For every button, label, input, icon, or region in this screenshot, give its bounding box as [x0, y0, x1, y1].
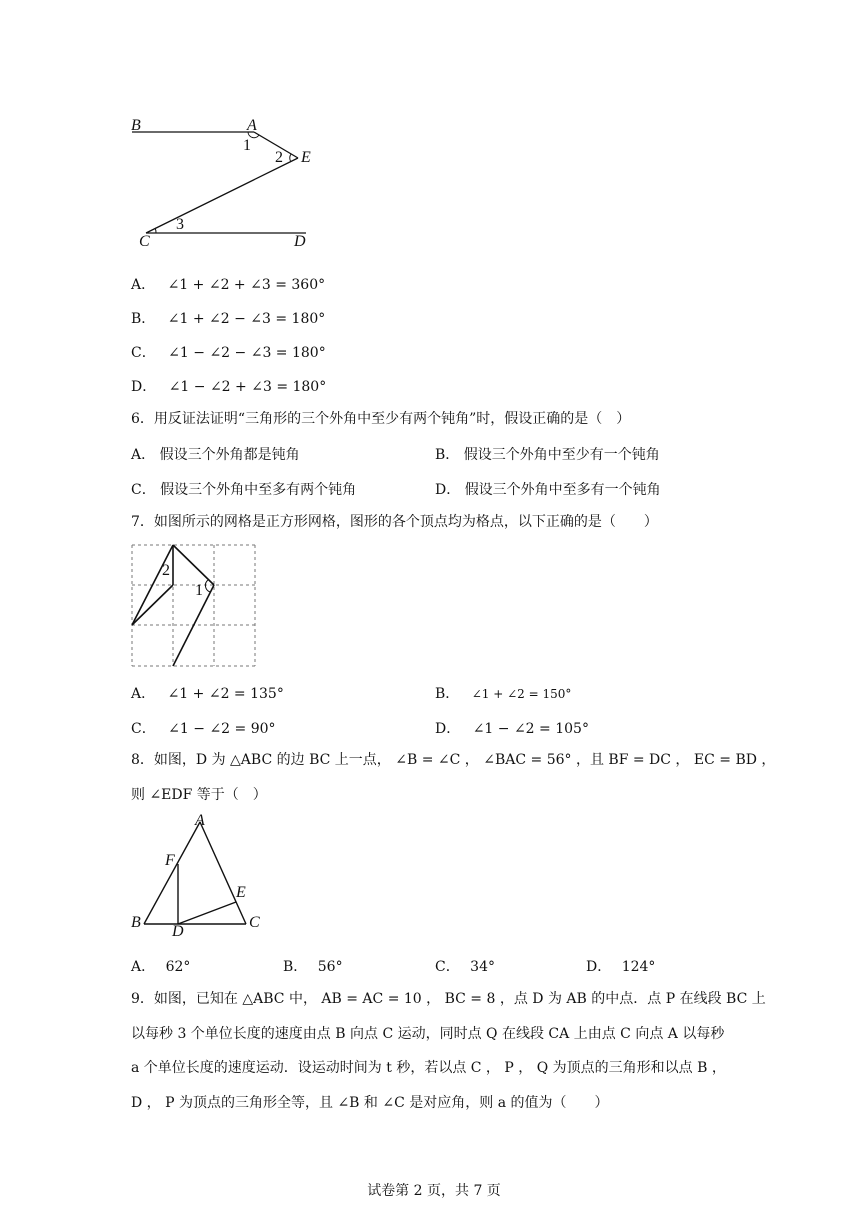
- q7-stem: 7．如图所示的网格是正方形网格，图形的各个顶点均为格点，以下正确的是（ ）: [131, 514, 658, 530]
- segment-DE: [178, 902, 236, 924]
- label-E: E: [301, 149, 311, 166]
- option-text: 62°: [165, 959, 191, 975]
- q9-line2: 以每秒 3 个单位长度的速度由点 B 向点 C 运动，同时点 Q 在线段 CA 上由点 C 向点 A 以每秒: [131, 1026, 725, 1042]
- option-letter: C．: [131, 721, 156, 737]
- q8-option-d: [586, 956, 655, 976]
- option-text: 假设三个外角中至少有一个钝角: [463, 447, 660, 463]
- option-letter: A．: [131, 447, 156, 463]
- label-angle1: 1: [243, 137, 251, 154]
- q7-option-a: [131, 683, 284, 703]
- label-A: A: [195, 812, 205, 829]
- option-text: ∠1 − ∠2 = 90°: [168, 721, 276, 737]
- q6-option-c: [131, 479, 356, 499]
- label-D: D: [294, 233, 306, 250]
- option-text: 假设三个外角中至多有两个钝角: [160, 482, 357, 498]
- label-B: B: [131, 914, 141, 931]
- option-letter: B．: [435, 686, 460, 702]
- option-text: 56°: [317, 959, 343, 975]
- option-text: 假设三个外角都是钝角: [159, 447, 300, 463]
- option-text: 34°: [470, 959, 495, 975]
- side-AC: [200, 822, 246, 924]
- q5-option-c: [131, 342, 326, 362]
- q7-option-c: [131, 718, 276, 738]
- q8-option-a: [131, 956, 190, 976]
- q6-option-b: [435, 444, 660, 464]
- q6-option-a: [131, 444, 300, 464]
- angle1-arc: [205, 580, 210, 592]
- q8-stem-line2: 则 ∠EDF 等于（ ）: [131, 787, 267, 803]
- option-letter: D．: [131, 379, 157, 395]
- q8-option-c: [435, 956, 495, 976]
- label-F: F: [165, 852, 175, 869]
- option-text: 124°: [621, 959, 656, 975]
- q8-stem-line1: 8．如图，D 为 △ABC 的边 BC 上一点， ∠B = ∠C ， ∠BAC = 56° ，且 BF = DC ， EC = BD ，: [131, 752, 776, 768]
- label-B: B: [131, 117, 141, 134]
- option-letter: A．: [131, 959, 156, 975]
- option-letter: D．: [435, 721, 461, 737]
- option-letter: D．: [586, 959, 612, 975]
- q6-option-d: [435, 479, 661, 499]
- option-letter: A．: [131, 277, 156, 293]
- label-E: E: [236, 884, 246, 901]
- option-text: ∠1 − ∠2 = 105°: [472, 721, 589, 737]
- option-text: ∠1 + ∠2 = 135°: [167, 686, 284, 702]
- q7-option-d: [435, 718, 589, 738]
- option-letter: A．: [131, 686, 156, 702]
- option-text: ∠1 − ∠2 + ∠3 = 180°: [168, 379, 327, 395]
- option-letter: C．: [435, 959, 460, 975]
- label-angle1: 1: [195, 582, 203, 599]
- q8-triangle-figure: [140, 812, 260, 932]
- option-letter: D．: [435, 482, 461, 498]
- option-letter: B．: [131, 311, 156, 327]
- angle3-arc: [155, 228, 156, 233]
- q9-line1: 9．如图，已知在 △ABC 中， AB = AC = 10 ， BC = 8 ，点 D 为 AB 的中点．点 P 在线段 BC 上: [131, 991, 766, 1007]
- option-letter: B．: [283, 959, 308, 975]
- q9-line3: a 个单位长度的速度运动．设运动时间为 t 秒，若以点 C ， P ， Q 为顶点的三角形和以点 B ，: [131, 1060, 726, 1076]
- angle2-arc: [290, 154, 291, 162]
- label-angle2: 2: [275, 149, 283, 166]
- line-EC: [146, 158, 298, 233]
- q5-option-b: [131, 308, 325, 328]
- label-D: D: [172, 923, 184, 940]
- q9-line4: D ， P 为顶点的三角形全等，且 ∠B 和 ∠C 是对应角，则 a 的值为（ ）: [131, 1095, 609, 1111]
- option-letter: B．: [435, 447, 460, 463]
- option-text: 假设三个外角中至多有一个钝角: [464, 482, 661, 498]
- q7-grid-figure: [130, 543, 258, 669]
- grid-lines: [132, 545, 255, 666]
- side-AB: [144, 822, 200, 924]
- option-letter: C．: [131, 345, 156, 361]
- q6-stem: 6．用反证法证明“三角形的三个外角中至少有两个钝角”时，假设正确的是（ ）: [131, 411, 631, 427]
- label-C: C: [139, 233, 150, 250]
- option-letter: C．: [131, 482, 156, 498]
- page-footer: 试卷第 2 页，共 7 页: [367, 1183, 501, 1199]
- q7-option-b: [435, 683, 571, 703]
- option-text: ∠1 + ∠2 + ∠3 = 360°: [167, 277, 326, 293]
- option-text: ∠1 + ∠2 − ∠3 = 180°: [167, 311, 326, 327]
- q5-option-a: [131, 274, 325, 294]
- option-text: ∠1 + ∠2 = 150°: [471, 687, 572, 701]
- label-angle2: 2: [162, 562, 170, 579]
- label-C: C: [249, 914, 260, 931]
- option-text: ∠1 − ∠2 − ∠3 = 180°: [168, 345, 326, 361]
- label-angle3: 3: [176, 216, 184, 233]
- label-A: A: [247, 117, 257, 134]
- q8-option-b: [283, 956, 343, 976]
- q5-option-d: [131, 376, 326, 396]
